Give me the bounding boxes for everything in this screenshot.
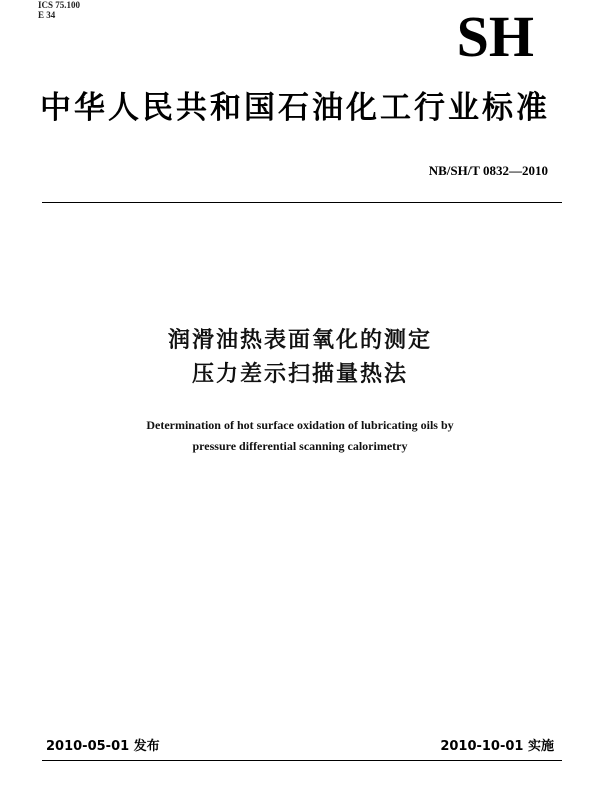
standard-number: NB/SH/T 0832—2010 bbox=[428, 163, 548, 178]
english-title-line1: Determination of hot surface oxidation of lubricating oils by bbox=[146, 418, 454, 432]
category-code: E 34 bbox=[38, 10, 56, 20]
ics-code: ICS 75.100 bbox=[38, 0, 81, 10]
implementation-date: 2010-10-01 实施 bbox=[440, 739, 554, 754]
chinese-title-line2: 压力差示扫描量热法 bbox=[191, 362, 408, 387]
issue-date: 2010-05-01 发布 bbox=[46, 739, 160, 754]
chinese-title-line1: 润滑油热表面氧化的测定 bbox=[167, 328, 432, 353]
english-title-line2: pressure differential scanning calorimetry bbox=[192, 439, 408, 453]
footer-divider bbox=[42, 760, 562, 761]
standard-title: 中华人民共和国石油化工行业标准 bbox=[40, 90, 550, 126]
classification-codes bbox=[38, 0, 80, 20]
header-divider bbox=[42, 202, 562, 203]
sh-logo: SH bbox=[456, 4, 534, 69]
